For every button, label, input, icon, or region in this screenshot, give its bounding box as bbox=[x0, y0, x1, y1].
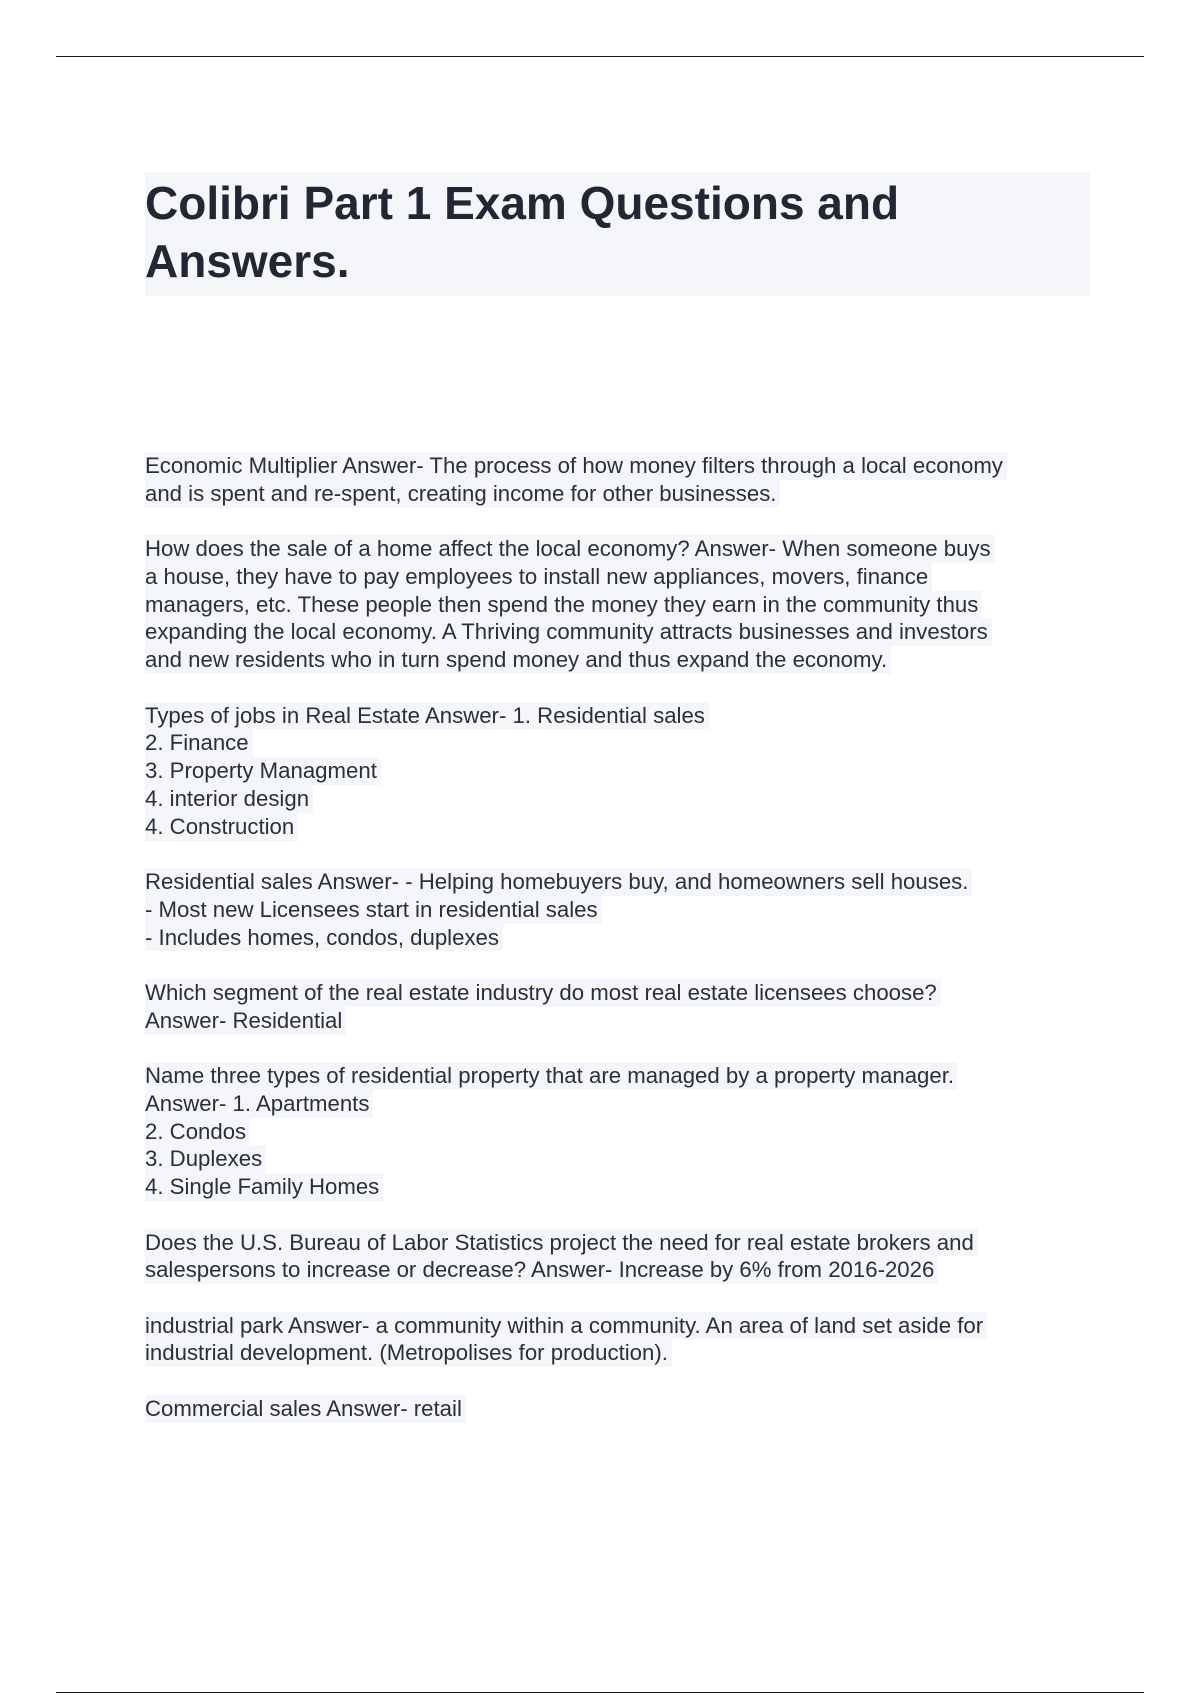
qa-line: Types of jobs in Real Estate Answer- 1. Residential sales bbox=[145, 702, 709, 730]
qa-item bbox=[145, 1312, 1095, 1368]
qa-item bbox=[145, 452, 1095, 508]
qa-line: Economic Multiplier Answer- The process of how money filters through a local economy bbox=[145, 452, 1007, 480]
qa-item bbox=[145, 702, 1095, 841]
qa-item bbox=[145, 1229, 1095, 1285]
qa-line: industrial development. (Metropolises for production). bbox=[145, 1339, 672, 1367]
qa-line: - Most new Licensees start in residential sales bbox=[145, 896, 602, 924]
qa-line: How does the sale of a home affect the local economy? Answer- When someone buys bbox=[145, 535, 995, 563]
qa-line: Which segment of the real estate industry do most real estate licensees choose? bbox=[145, 979, 941, 1007]
qa-item bbox=[145, 1395, 1095, 1423]
qa-line: - Includes homes, condos, duplexes bbox=[145, 924, 503, 952]
qa-item bbox=[145, 535, 1095, 674]
qa-line: 4. Construction bbox=[145, 813, 298, 841]
qa-line: Commercial sales Answer- retail bbox=[145, 1395, 466, 1423]
qa-line: 4. interior design bbox=[145, 785, 313, 813]
qa-list bbox=[145, 452, 1095, 1450]
page-title bbox=[145, 172, 1090, 296]
qa-line: 2. Finance bbox=[145, 729, 253, 757]
qa-line: and is spent and re-spent, creating income for other businesses. bbox=[145, 480, 780, 508]
qa-line: Answer- Residential bbox=[145, 1007, 346, 1035]
qa-line: expanding the local economy. A Thriving community attracts businesses and investors bbox=[145, 618, 992, 646]
top-divider bbox=[56, 56, 1144, 57]
qa-line: 3. Property Managment bbox=[145, 757, 381, 785]
qa-item bbox=[145, 1062, 1095, 1201]
qa-line: and new residents who in turn spend money and thus expand the economy. bbox=[145, 646, 891, 674]
qa-line: 4. Single Family Homes bbox=[145, 1173, 383, 1201]
title-line-1: Colibri Part 1 Exam Questions and bbox=[145, 177, 900, 229]
qa-line: a house, they have to pay employees to install new appliances, movers, finance bbox=[145, 563, 932, 591]
qa-line: 3. Duplexes bbox=[145, 1145, 266, 1173]
title-line-2: Answers. bbox=[145, 235, 350, 287]
qa-line: salespersons to increase or decrease? Answer- Increase by 6% from 2016-2026 bbox=[145, 1256, 938, 1284]
qa-line: Residential sales Answer- - Helping homebuyers buy, and homeowners sell houses. bbox=[145, 868, 972, 896]
bottom-divider bbox=[56, 1692, 1144, 1693]
qa-line: Name three types of residential property that are managed by a property manager. bbox=[145, 1062, 958, 1090]
qa-item bbox=[145, 868, 1095, 951]
qa-item bbox=[145, 979, 1095, 1035]
qa-line: Answer- 1. Apartments bbox=[145, 1090, 373, 1118]
qa-line: Does the U.S. Bureau of Labor Statistics project the need for real estate brokers and bbox=[145, 1229, 978, 1257]
qa-line: industrial park Answer- a community within a community. An area of land set aside for bbox=[145, 1312, 987, 1340]
qa-line: 2. Condos bbox=[145, 1118, 250, 1146]
qa-line: managers, etc. These people then spend the money they earn in the community thus bbox=[145, 591, 982, 619]
